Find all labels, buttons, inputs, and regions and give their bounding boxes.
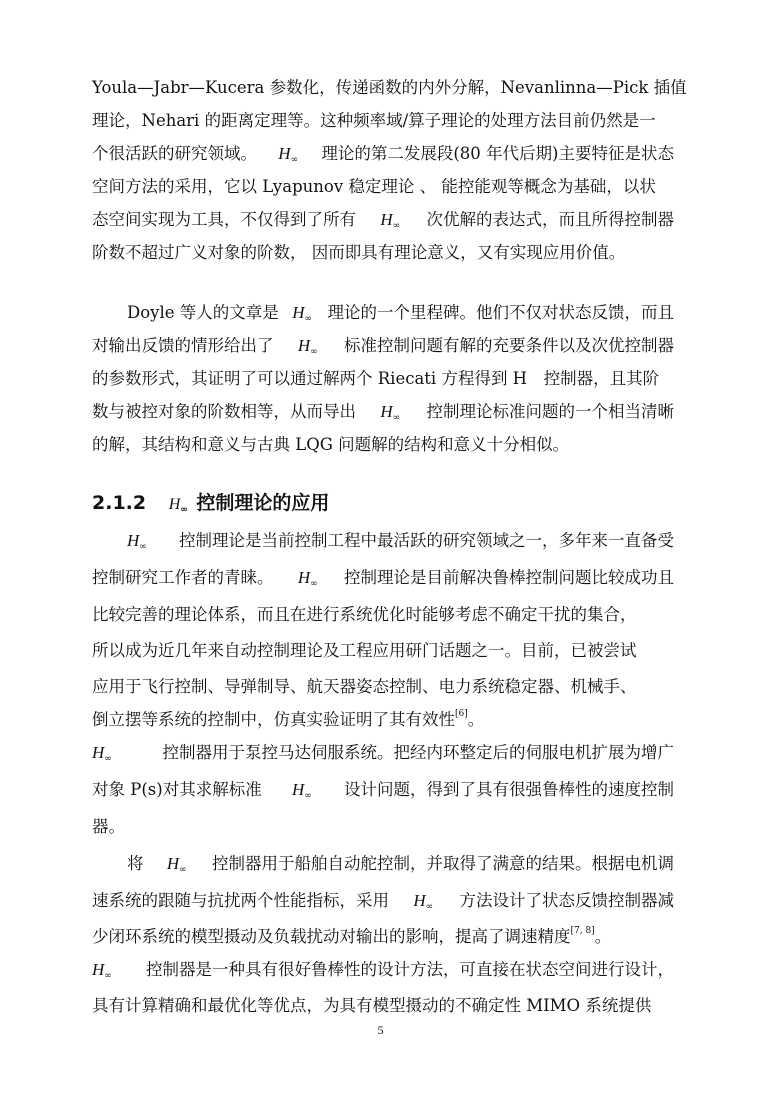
h-infinity-symbol: H∞ (92, 960, 112, 981)
text-line (92, 395, 674, 429)
h-infinity-symbol: H∞ (380, 402, 401, 423)
text-line (92, 428, 674, 462)
h-infinity-symbol: H∞ (297, 336, 318, 357)
text-segment: 理论，Nehari 的距离定理等。这种频率域/算子理论的处理方法目前仍然是一 (92, 111, 656, 130)
text-segment: 态空间实现为工具，不仅得到了所有 (92, 210, 356, 229)
text-segment: 控制理论是当前控制工程中最活跃的研究领域之一，多年来一直备受 (179, 531, 674, 550)
text-line (92, 329, 674, 363)
text-line (127, 524, 674, 558)
text-segment: 。 (467, 710, 485, 729)
text-segment: 将 (127, 854, 144, 873)
text-segment: 的参数形式，其证明了可以通过解两个 Riecati 方程得到 H 控制器，且其阶 (92, 369, 660, 388)
text-line (92, 561, 674, 595)
text-segment: 器。 (92, 817, 125, 836)
text-segment: 控制理论是目前解决鲁棒控制问题比较成功且 (344, 568, 674, 587)
h-infinity-symbol: H∞ (292, 303, 313, 324)
citation-marker: [6] (455, 709, 468, 719)
h-infinity-symbol: H∞ (168, 496, 188, 515)
h-infinity-symbol: H∞ (291, 780, 312, 801)
text-segment: 的解，其结构和意义与古典 LQG 问题解的结构和意义十分相似。 (92, 435, 570, 454)
text-line (92, 920, 674, 954)
h-infinity-symbol: H∞ (92, 743, 112, 764)
text-segment: 对象 P(s)对其求解标准 (92, 780, 262, 799)
text-segment: 标准控制问题有解的充要条件以及次优控制器 (344, 336, 674, 355)
text-line (92, 670, 674, 704)
section-title: 控制理论的应用 (196, 492, 330, 514)
text-segment: 次优解的表达式，而且所得控制器 (426, 210, 674, 229)
page-number: 5 (377, 1023, 384, 1037)
text-segment: 理论的第二发展段(80 年代后期)主要特征是状态 (321, 144, 674, 163)
text-segment: 速系统的跟随与抗扰两个性能指标，采用 (92, 891, 389, 910)
text-segment: 比较完善的理论体系，而且在进行系统优化时能够考虑不确定干扰的集合， (92, 605, 637, 624)
text-segment: 控制理论标准问题的一个相当清晰 (426, 402, 674, 421)
text-line (92, 71, 687, 105)
text-segment: 控制研究工作者的青睐。 (92, 568, 274, 587)
text-line (92, 634, 674, 668)
text-line (92, 953, 674, 987)
h-infinity-symbol: H∞ (380, 210, 401, 231)
section-number: 2.1.2 (92, 492, 147, 514)
text-line (92, 736, 674, 770)
text-segment: 具有计算精确和最优化等优点，为具有模型摄动的不确定性 MIMO 系统提供 (92, 996, 652, 1015)
text-line (92, 362, 674, 396)
text-segment: 控制器用于泵控马达伺服系统。把经内环整定后的伺服电机扩展为增广 (162, 743, 674, 762)
text-segment: 对输出反馈的情形给出了 (92, 336, 274, 355)
text-line (92, 598, 674, 632)
text-line (92, 703, 674, 737)
h-infinity-symbol: H∞ (413, 891, 434, 912)
text-segment: 阶数不超过广义对象的阶数， 因而即具有理论意义，又有实现应用价值。 (92, 243, 626, 262)
text-segment: 。 (594, 927, 612, 946)
text-segment: 控制器是一种具有很好鲁棒性的设计方法，可直接在状态空间进行设计， (146, 960, 674, 979)
text-line (92, 884, 674, 918)
h-infinity-symbol: H∞ (297, 568, 318, 589)
text-line (92, 137, 674, 171)
text-segment: 倒立摆等系统的控制中，仿真实验证明了其有效性 (92, 710, 455, 729)
text-segment: Youla—Jabr—Kucera 参数化，传递函数的内外分解，Nevanlinna—Pick 插值 (92, 78, 687, 97)
h-infinity-symbol: H∞ (127, 531, 147, 552)
h-infinity-symbol: H∞ (278, 144, 299, 165)
text-line (92, 810, 674, 844)
text-line (92, 773, 674, 807)
citation-marker: [7, 8] (570, 926, 595, 936)
text-line (92, 170, 674, 204)
text-segment: 方法设计了状态反馈控制器减 (459, 891, 674, 910)
text-segment: 空间方法的采用，它以 Lyapunov 稳定理论 、 能控能观等概念为基础，以状 (92, 177, 656, 196)
text-segment: 个很活跃的研究领域。 (92, 144, 257, 163)
text-line (92, 989, 674, 1023)
text-line (127, 847, 674, 881)
text-segment: 控制器用于船舶自动舵控制，并取得了满意的结果。根据电机调 (212, 854, 674, 873)
section-heading (92, 486, 329, 520)
text-line (92, 104, 674, 138)
text-segment: 应用于飞行控制、导弹制导、航天器姿态控制、电力系统稳定器、机械手、 (92, 677, 637, 696)
h-infinity-symbol: H∞ (166, 854, 187, 875)
text-line (127, 296, 674, 330)
text-segment: 数与被控对象的阶数相等，从而导出 (92, 402, 356, 421)
text-segment: 理论的一个里程碑。他们不仅对状态反馈，而且 (327, 303, 674, 322)
text-segment: Doyle 等人的文章是 (127, 303, 279, 322)
text-segment: 所以成为近几年来自动控制理论及工程应用研门话题之一。目前，已被尝试 (92, 641, 637, 660)
text-line (92, 236, 674, 270)
text-line (92, 203, 674, 237)
text-segment: 设计问题，得到了具有很强鲁棒性的速度控制 (343, 780, 674, 799)
text-segment: 少闭环系统的模型摄动及负载扰动对输出的影响，提高了调速精度 (92, 927, 571, 946)
